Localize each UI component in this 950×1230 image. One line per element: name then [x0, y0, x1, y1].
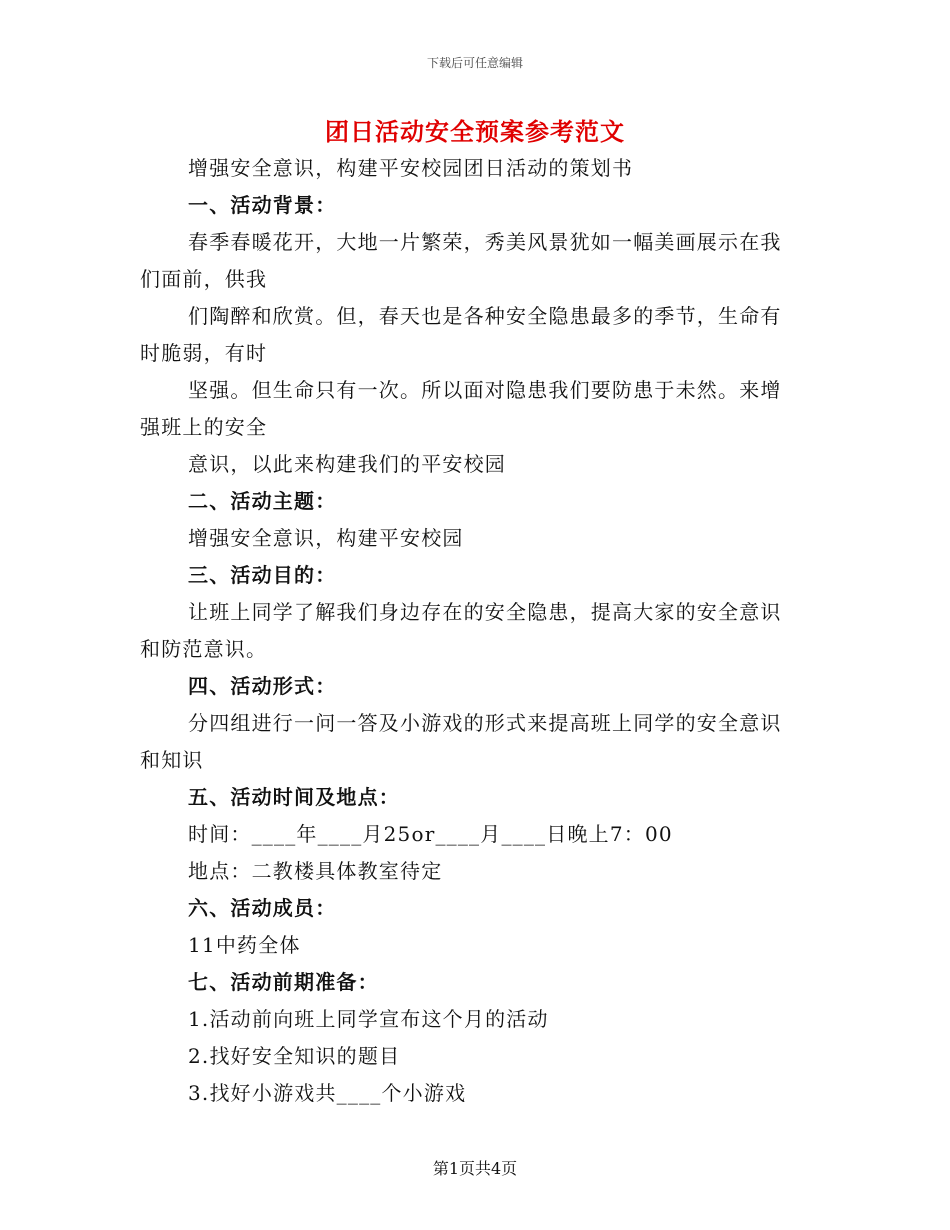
paragraph-line: 和防范意识。: [140, 637, 268, 661]
paragraph-line: 意识，以此来构建我们的平安校园: [188, 452, 506, 476]
document-body: [140, 150, 800, 1112]
section-heading: 六、活动成员：: [188, 896, 337, 920]
section-heading: 五、活动时间及地点：: [188, 785, 400, 809]
document-title: 团日活动安全预案参考范文: [325, 117, 625, 146]
paragraph-line: 让班上同学了解我们身边存在的安全隐患，提高大家的安全意识: [188, 600, 782, 624]
paragraph-line: 2.找好安全知识的题目: [188, 1044, 401, 1068]
paragraph-line: 春季春暖花开，大地一片繁荣，秀美风景犹如一幅美画展示在我: [188, 230, 782, 254]
section-heading: 七、活动前期准备：: [188, 970, 379, 994]
paragraph-line: 时间：____年____月25or____月____日晚上7：00: [188, 822, 673, 846]
paragraph-line: 1.活动前向班上同学宣布这个月的活动: [188, 1007, 549, 1031]
section-heading: 一、活动背景：: [188, 193, 337, 217]
paragraph-line: 们面前，供我: [140, 267, 268, 291]
header-note: 下载后可任意编辑: [426, 56, 523, 70]
paragraph-line: 坚强。但生命只有一次。所以面对隐患我们要防患于未然。来增: [188, 378, 782, 402]
paragraph-line: 时脆弱，有时: [140, 341, 268, 365]
paragraph-line: 增强安全意识，构建平安校园团日活动的策划书: [188, 156, 634, 180]
paragraph-line: 们陶醉和欣赏。但，春天也是各种安全隐患最多的季节，生命有: [188, 304, 782, 328]
paragraph-line: 和知识: [140, 748, 204, 772]
paragraph-line: 11中药全体: [188, 933, 301, 957]
paragraph-line: 地点：二教楼具体教室待定: [188, 859, 443, 883]
paragraph-line: 3.找好小游戏共____个小游戏: [188, 1081, 467, 1105]
paragraph-line: 增强安全意识，构建平安校园: [188, 526, 464, 550]
page-footer: 第1页共4页: [432, 1159, 518, 1178]
paragraph-line: 强班上的安全: [140, 415, 268, 439]
paragraph-line: 分四组进行一问一答及小游戏的形式来提高班上同学的安全意识: [188, 711, 782, 735]
section-heading: 二、活动主题：: [188, 489, 337, 513]
section-heading: 三、活动目的：: [188, 563, 337, 587]
section-heading: 四、活动形式：: [188, 674, 337, 698]
